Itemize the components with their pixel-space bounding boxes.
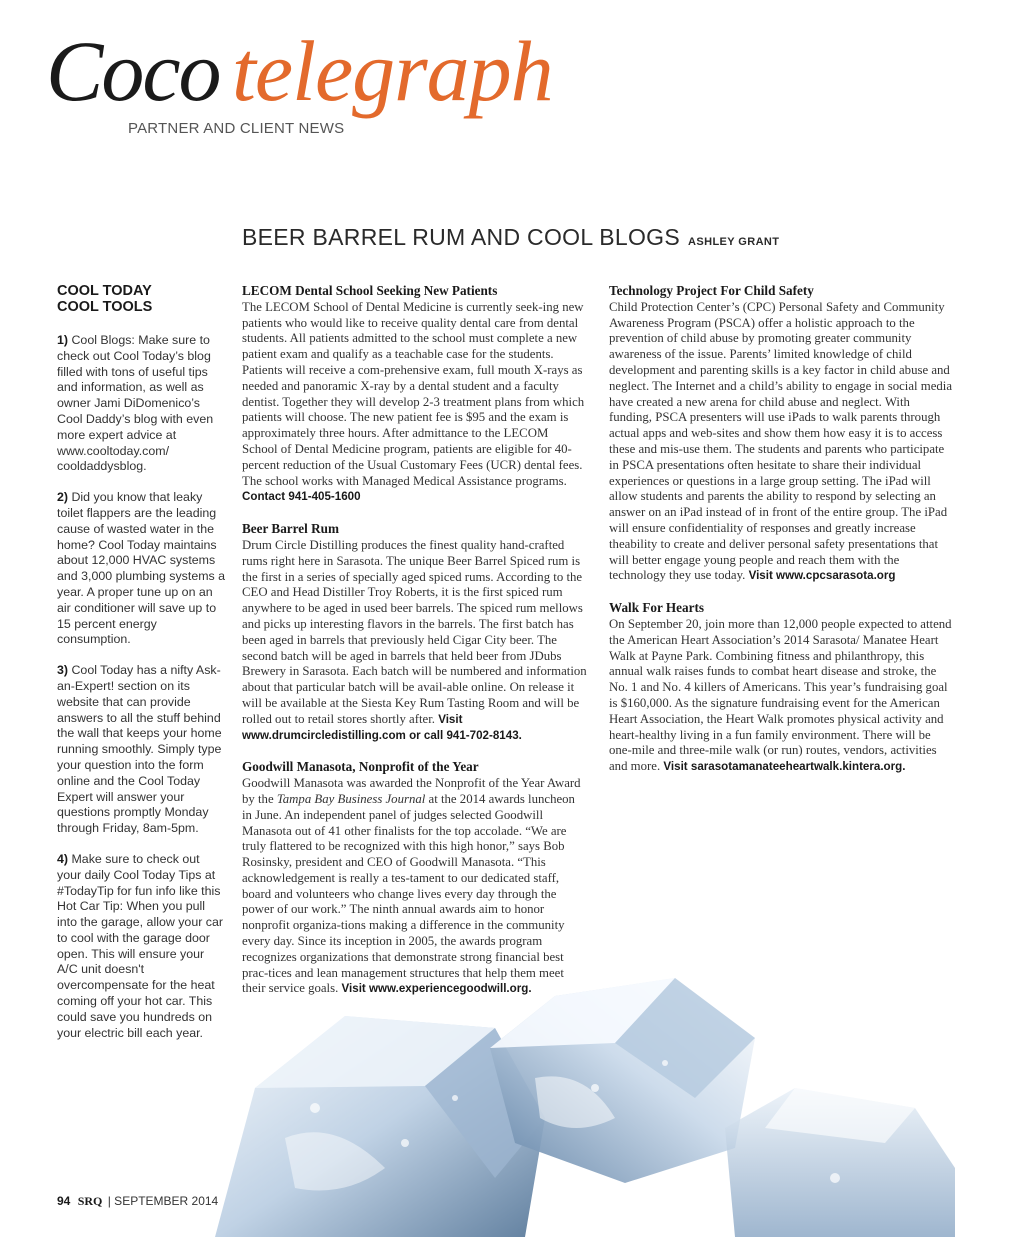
article-contact: Visit www.drumcircledistilling.com or call 941-702-8143.: [242, 712, 522, 742]
article-body: Goodwill Manasota was awarded the Nonprofit of the Year Award by the: [242, 776, 581, 806]
masthead: [46, 22, 686, 152]
tip-text: Make sure to check out your daily Cool Today Tips at #TodayTip for fun info like this Hot Car Tip: When you pull into the garage, allow your car to cool with the garage door open. This will ensure your A/C unit doesn't overcompensate for the heat coming off your hot car. This could save you hundreds on your electric bill each year.: [57, 851, 223, 1040]
article-rum: [242, 521, 587, 743]
issue-date: | SEPTEMBER 2014: [107, 1194, 219, 1208]
page-footer: [57, 1194, 218, 1209]
article-body: The LECOM School of Dental Medicine is currently seek-ing new patients who would like to receive quality dental care from dental students. All patients admitted to the school must complete a new patient exam and qualify as a teachable case for the students. Patients will receive a com-prehensive exam, full mouth X-rays as needed and panoramic X-ray by a dental student and a faculty dentist. Together they will develop 2-3 treatment plans from which patients will choose. The new patient fee is $95 and the exam is approximately three hours. After admittance to the LECOM School of Dental Medicine program, patients are eligible for 40-percent reduction of the Usual Customary Fees (UCR) dental fees. The school works with Managed Medical Assistance programs.: [242, 299, 585, 488]
magazine-name: SRQ: [77, 1194, 103, 1208]
page-number: 94: [57, 1194, 71, 1208]
ice-cube-back: [725, 1088, 955, 1237]
ice-cubes-image: [195, 968, 1024, 1237]
article-title: Technology Project For Child Safety: [609, 283, 814, 298]
article-body: On September 20, join more than 12,000 people expected to attend the American Heart Association’s 2014 Sarasota/ Manatee Heart Walk at Payne Park. Combining fitness and philanthropy, this annual walk raises funds to combat heart disease and stroke, the No. 1 and No. 4 killers of Americans. This year’s fundraising goal is $160,000. As the signature fundraising event for the American Heart Association, the Heart Walk promotes physical activity and heart-healthy living in a fun family environment. There will be one-mile and three-mile walk (or run) routes, vendors, activities and more.: [609, 616, 952, 774]
logo-coco: Coco: [46, 23, 220, 119]
article-column-2: [609, 283, 954, 791]
byline: ASHLEY GRANT: [688, 236, 780, 248]
article-body: Drum Circle Distilling produces the finest quality hand-crafted rums right here in Sarasota. The unique Beer Barrel Spiced rum is the first in a series of specially aged spiced rums. According to the CEO and Head Distiller Troy Roberts, it is the first spiced rum anywhere to be aged in used beer barrels. The spiced rum mellows and picks up interesting flavors in the barrels. The first batch has been aged in barrels that previously held Cigar City beer. The second batch will be aged in barrels that held beer from JDubs Brewery in Sarasota. Each batch will be numbered and information about that particular batch will be avail-able online. On release it will be available at the Siesta Key Rum Tasting Room and will be rolled out to retail stores shortly after.: [242, 537, 587, 726]
masthead-subtitle: PARTNER AND CLIENT NEWS: [128, 120, 345, 137]
journal-name: Tampa Bay Business Journal: [276, 791, 426, 806]
article-contact: Visit sarasotamanateeheartwalk.kintera.org.: [663, 760, 906, 774]
article-contact: Contact 941-405-1600: [242, 490, 361, 504]
tip-text: Cool Today has a nifty Ask-an-Expert! section on its website that can provide answers to all the stuff behind the wall that keeps your home running smoothly. Simply type your question into the form online and the Cool Today Expert will answer your questions promptly Monday through Friday, 8am-5pm.: [57, 663, 222, 836]
article-column-1: [242, 283, 587, 1013]
tip-item: [57, 663, 227, 837]
tip-number: 4): [57, 851, 69, 866]
tip-text: Cool Blogs: Make sure to check out Cool Today’s blog filled with tons of useful tips and information, as well as owner Jami DiDomenico’s Cool Daddy’s blog with even more expert advice at www.cooltoday.com/ cooldaddysblog.: [57, 333, 214, 474]
article-contact: Visit www.cpcsarasota.org: [748, 569, 896, 583]
tip-text: Did you know that leaky toilet flappers are the leading cause of wasted water in the home? Cool Today maintains about 12,000 HVAC systems and 3,000 plumbing systems a year. A proper tune up on an air conditioner will save up to 15 percent energy consumption.: [57, 490, 226, 647]
article-contact: Visit www.experiencegoodwill.org.: [341, 982, 532, 996]
article-title: Beer Barrel Rum: [242, 521, 339, 537]
article-goodwill: [242, 759, 587, 997]
article-lecom: [242, 283, 587, 505]
tip-number: 2): [57, 490, 69, 505]
article-title: LECOM Dental School Seeking New Patients: [242, 283, 498, 298]
tip-number: 3): [57, 663, 69, 678]
tip-number: 1): [57, 333, 69, 347]
sidebar-title-line2: COOL TOOLS: [57, 299, 153, 315]
article-walk: [609, 600, 954, 775]
tip-item: [57, 333, 227, 475]
sidebar-title-line1: COOL TODAY: [57, 283, 152, 299]
headline: [242, 224, 779, 251]
sidebar-title: [57, 283, 227, 315]
logo-telegraph: telegraph: [232, 23, 553, 119]
article-tech: [609, 283, 954, 584]
tip-item: [57, 490, 227, 648]
sidebar-cool-today: [57, 283, 227, 1056]
article-body: Child Protection Center’s (CPC) Personal Safety and Community Awareness Program (PSCA) offer a holistic approach to the prevention of child abuse by promoting greater community awareness of the issue. Parents’ limited knowledge of child development and parenting skills is a key factor in child abuse and neglect. The Internet and a child’s ability to engage in social media have created a new arena for child abuse and neglect. With funding, PSCA presenters will use iPads to walk parents through actual apps and web-sites and show them how easy it is to access these and mis-use them. The students and parents who participate in PSCA presentations often hesitate to share their individual experiences or questions in a large group setting. The iPad will allow students and parents the ability to respond by selecting an answer on an iPad instead of in front of the entire group. The iPad will ensure confidentiality of responses and greatly increase theability to create and deliver personal safety presentations that will better engage young people and reach them with the technology they use today.: [609, 299, 953, 583]
article-title: Walk For Hearts: [609, 600, 704, 616]
page-title: BEER BARREL RUM AND COOL BLOGS: [242, 224, 681, 250]
article-body-continued: at the 2014 awards luncheon in June. An independent panel of judges selected Goodwill Manasota out of 41 other finalists for the top accolade. “We are truly flattered to be recognized with this high honor,” says Bob Rosinsky, president and CEO of Goodwill Manasota. “This acknowledgement is really a tes-tament to our dedicated staff, board and volunteers who change lives every day through the power of our work.” The ninth annual awards aim to honor nonprofit organiza-tions making a difference in the community every day. Since its inception in 2005, the awards program recognizes organizations that demonstrate strong financial best prac-tices and lean management structures that help them meet their service goals.: [242, 791, 575, 996]
article-title: Goodwill Manasota, Nonprofit of the Year: [242, 759, 479, 775]
